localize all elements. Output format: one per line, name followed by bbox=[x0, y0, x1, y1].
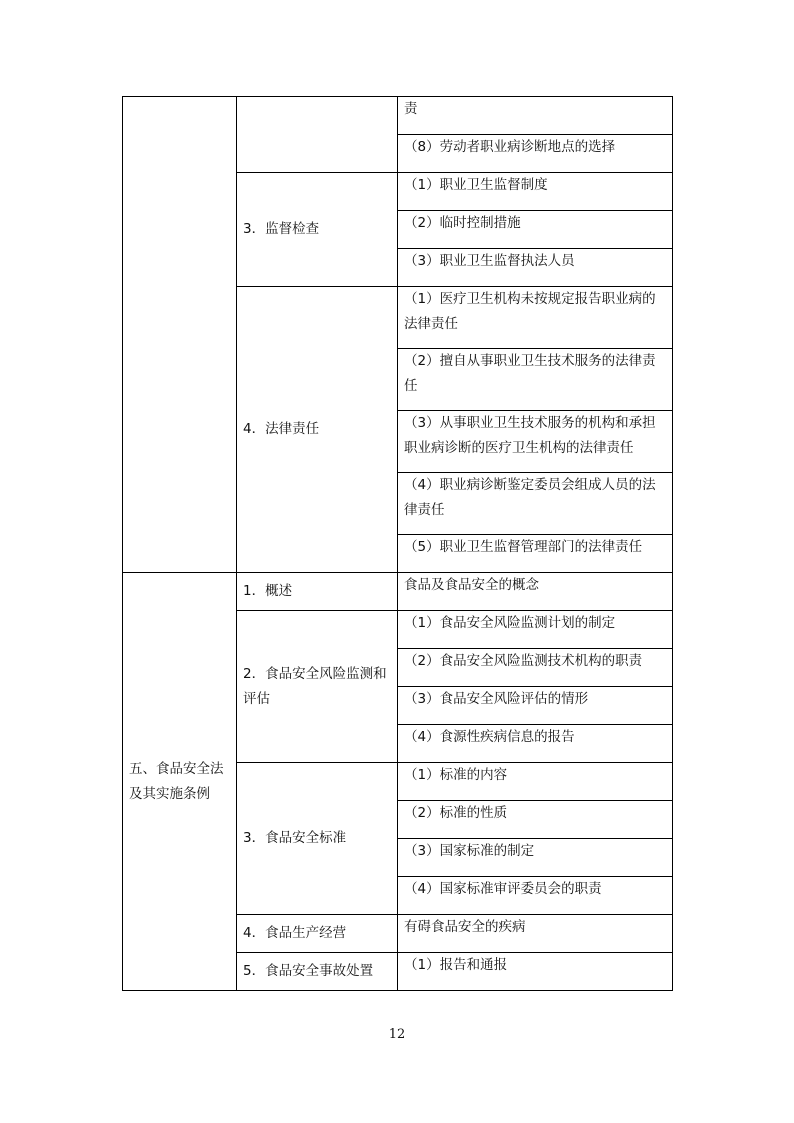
item-cell: （3）食品安全风险评估的情形 bbox=[398, 687, 673, 725]
outline-table bbox=[122, 96, 673, 991]
item-cell: 责 bbox=[398, 97, 673, 135]
section-cell: 2．食品安全风险监测和评估 bbox=[237, 611, 398, 763]
chapter-cell: 五、食品安全法及其实施条例 bbox=[123, 573, 237, 991]
item-cell: （2）食品安全风险监测技术机构的职责 bbox=[398, 649, 673, 687]
table-row bbox=[123, 573, 673, 611]
item-cell: （4）国家标准审评委员会的职责 bbox=[398, 877, 673, 915]
item-cell: （1）食品安全风险监测计划的制定 bbox=[398, 611, 673, 649]
item-cell: （2）临时控制措施 bbox=[398, 211, 673, 249]
item-cell: （2）擅自从事职业卫生技术服务的法律责任 bbox=[398, 349, 673, 411]
section-cell: 5．食品安全事故处置 bbox=[237, 953, 398, 991]
item-cell: （1）医疗卫生机构未按规定报告职业病的法律责任 bbox=[398, 287, 673, 349]
item-cell: 食品及食品安全的概念 bbox=[398, 573, 673, 611]
section-cell-empty bbox=[237, 97, 398, 173]
item-cell: （1）标准的内容 bbox=[398, 763, 673, 801]
section-cell: 4．食品生产经营 bbox=[237, 915, 398, 953]
item-cell: （3）从事职业卫生技术服务的机构和承担职业病诊断的医疗卫生机构的法律责任 bbox=[398, 411, 673, 473]
item-cell: 有碍食品安全的疾病 bbox=[398, 915, 673, 953]
item-cell: （1）职业卫生监督制度 bbox=[398, 173, 673, 211]
table-row bbox=[123, 97, 673, 135]
item-cell: （1）报告和通报 bbox=[398, 953, 673, 991]
item-cell: （4）食源性疾病信息的报告 bbox=[398, 725, 673, 763]
page-number: 12 bbox=[388, 1027, 406, 1042]
item-cell: （3）职业卫生监督执法人员 bbox=[398, 249, 673, 287]
chapter-cell-empty bbox=[123, 97, 237, 573]
section-cell: 3．食品安全标准 bbox=[237, 763, 398, 915]
item-cell: （4）职业病诊断鉴定委员会组成人员的法律责任 bbox=[398, 473, 673, 535]
item-cell: （8）劳动者职业病诊断地点的选择 bbox=[398, 135, 673, 173]
item-cell: （3）国家标准的制定 bbox=[398, 839, 673, 877]
item-cell: （5）职业卫生监督管理部门的法律责任 bbox=[398, 535, 673, 573]
section-cell: 1．概述 bbox=[237, 573, 398, 611]
item-cell: （2）标准的性质 bbox=[398, 801, 673, 839]
section-cell: 3．监督检查 bbox=[237, 173, 398, 287]
section-cell: 4．法律责任 bbox=[237, 287, 398, 573]
